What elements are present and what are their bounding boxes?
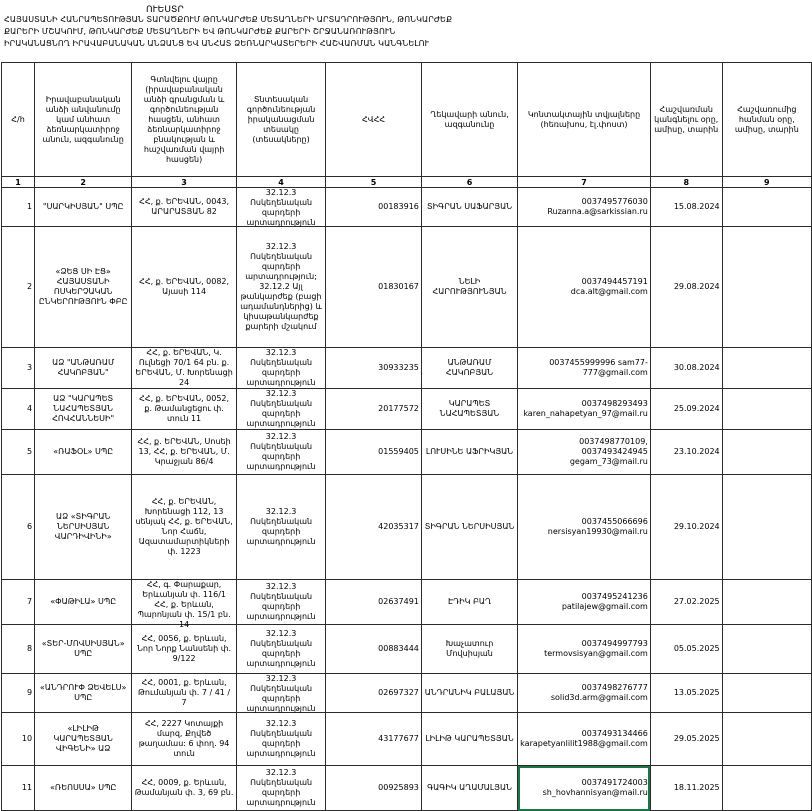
header-cell-tin[interactable]: ՀՎՀՀ [326,63,422,177]
cell-registration-date[interactable] [650,674,722,713]
table-row [2,580,812,625]
cell-tin[interactable] [326,625,422,674]
cell-address-text: ՀՀ, 0056, ք. Երևան, Նոր Նորք Նանսենի փ. 9/122 [137,634,232,663]
column-number-cell[interactable]: 4 [236,177,325,188]
table-row [2,713,812,766]
cell-activity[interactable] [236,389,325,430]
cell-entity-name[interactable] [35,348,132,389]
cell-row-number[interactable] [2,674,35,713]
cell-contact[interactable] [518,227,651,348]
header-cell-activity[interactable]: Տնտեսական գործունեության իրականացման տեսակը (տեսակները) [236,63,325,177]
column-number-row [2,177,812,188]
cell-row-number[interactable] [2,389,35,430]
cell-registration-date[interactable] [650,188,722,227]
cell-activity[interactable] [236,348,325,389]
cell-entity-name-text: "ՍԱՐԿԻՍՅԱՆ" ՍՊԸ [42,202,124,211]
cell-activity[interactable] [236,713,325,766]
header-cell-contact[interactable]: Կոնտակտային տվյալները (հեռախոս, էլ.փոստ) [518,63,651,177]
table-row [2,389,812,430]
cell-row-number-text: 10 [21,734,33,743]
cell-registration-date[interactable] [650,766,722,811]
cell-address[interactable] [132,625,237,674]
cell-head-name[interactable] [421,188,517,227]
column-number-cell[interactable]: 7 [518,177,651,188]
cell-tin[interactable] [326,389,422,430]
cell-tin-text: 00183916 [378,202,419,211]
cell-activity[interactable] [236,674,325,713]
column-number-cell[interactable]: 5 [326,177,422,188]
cell-tin-text: 20177572 [378,404,419,413]
cell-head-name-text: ԳԱԳԻԿ ԱՂԱՄԱԼՅԱՆ [427,783,512,792]
cell-registration-date-text: 15.08.2024 [673,202,720,211]
table-row [2,227,812,348]
column-number-cell[interactable]: 2 [35,177,132,188]
cell-activity-text: 32.12.3 Ոսկեղենական զարդերի արտադրություն [246,432,316,471]
title-line-2[interactable]: ՔԱՐԵՐԻ ՄՇԱԿՈՒՄ, ԹՈՆԿԱՐԺԵՔ ՄԵՏԱՂՆԵՐԻ ԵՎ ԹՈՆԿԱՐԺԵՔ ՔԱՐԵՐԻ ՇՐՋԱՆԱՌՈՒԹՅՈՒՆ [4,27,396,36]
cell-head-name[interactable] [421,713,517,766]
table-row [2,348,812,389]
cell-registration-date[interactable] [650,625,722,674]
cell-entity-name-text: «ՏԵՐ-ՄՈՎՍԻՍՅԱՆ» ՍՊԸ [41,639,125,658]
cell-tin[interactable] [326,227,422,348]
cell-row-number[interactable] [2,348,35,389]
cell-entity-name[interactable] [35,389,132,430]
cell-activity-text: 32.12.3 Ոսկեղենական զարդերի արտադրություն [246,768,316,807]
cell-address-text: ՀՀ, 0001, ք. Երևան, Թումանյան փ. 7 / 41 / 7 [138,678,231,707]
cell-contact-text: 0037494997793 termovsisyan@gmail.com [544,639,648,658]
cell-head-name-text: ԱՆԹԱՌԱՄ ՀԱԿՈԲՅԱՆ [445,358,494,377]
cell-registration-date[interactable] [650,227,722,348]
cell-registration-date-text: 18.11.2025 [673,783,720,792]
cell-head-name[interactable] [421,475,517,580]
cell-address-text: ՀՀ, ք. ԵՐԵՎԱՆ, Խորենացի 112, 13 սենյակ ՀՀ, ք. ԵՐԵՎԱՆ, Նոր Հաճն, Ազատամարտիկների փ. 1223 [135,497,233,556]
cell-tin-text: 42035317 [378,522,419,531]
cell-head-name-text: ՏԻԳՐԱՆ ՍԱՖԱՐՅԱՆ [427,202,513,211]
cell-head-name[interactable] [421,674,517,713]
cell-head-name-text: ՏԻԳՐԱՆ ՆԵՐՍԻՍՅԱՆ [424,522,515,531]
cell-activity-text: 32.12.3 Ոսկեղենական զարդերի արտադրություն [246,507,316,546]
column-number-cell[interactable]: 3 [132,177,237,188]
cell-tin[interactable] [326,713,422,766]
header-cell-address[interactable]: Գտնվելու վայրը (իրավաբանական անձի գրանցման և գործունեության հասցեն, անհատ ձեռնարկատիրոջ բնակության և հաշվառման վայրի հասցեն) [132,63,237,177]
cell-tin[interactable] [326,475,422,580]
cell-tin[interactable] [326,766,422,811]
cell-row-number-text: 7 [26,597,33,606]
cell-entity-name[interactable] [35,580,132,625]
cell-row-number[interactable] [2,227,35,348]
cell-address[interactable] [132,348,237,389]
cell-entity-name-text: «ՌԵՈՍՍԱ» ՍՊԸ [50,783,117,792]
cell-registration-date-text: 29.05.2025 [673,734,720,743]
cell-activity-text: 32.12.3 Ոսկեղենական զարդերի արտադրություն; 32.12.2 Այլ թանկարժեք (բացի ադամանդներից) և կիսաթանկարժեք քարերի մշակում [240,242,322,331]
cell-activity-text: 32.12.3 Ոսկեղենական զարդերի արտադրություն [246,674,316,713]
cell-registration-date-text: 29.10.2024 [673,522,720,531]
cell-entity-name-text: ԱՁ «ՏԻԳՐԱՆ ՆԵՐՍԻՍՅԱՆ ՎԱՐԴԻՎԻՆԻ» [54,512,112,541]
table-row [2,766,812,811]
title-area [0,0,812,62]
cell-contact[interactable] [518,188,651,227]
cell-head-name-text: ԼՈՒՍԻՆԵ ԱՖՐԻԿՅԱՆ [425,447,514,456]
cell-row-number[interactable] [2,580,35,625]
cell-deregistration-date[interactable] [722,580,811,625]
cell-contact-text: 0037455066696 nersisyan19930@mail.ru [547,517,648,536]
table-row [2,625,812,674]
cell-row-number-text: 3 [26,363,33,372]
cell-contact[interactable] [518,713,651,766]
cell-contact-text: 0037498276777 solid3d.arm@gmail.com [550,683,648,702]
cell-entity-name[interactable] [35,713,132,766]
sheet-title[interactable]: ՈՒԵՍՏՐ [146,5,184,15]
cell-contact-text: 0037495241236 patilajew@gmail.com [561,592,648,611]
cell-contact[interactable] [518,674,651,713]
cell-head-name[interactable] [421,227,517,348]
cell-contact-text: 0037491724003 sh_hovhannisyan@mail.ru [542,778,648,797]
cell-activity-text: 32.12.3 Ոսկեղենական զարդերի արտադրություն [246,348,316,387]
cell-row-number-text: 6 [26,522,33,531]
cell-contact[interactable] [518,580,651,625]
cell-address-text: ՀՀ, ք. ԵՐԵՎԱՆ, 0052, ք. Թամանցեցու փ. տուն 11 [139,394,230,423]
column-number-cell[interactable]: 6 [421,177,517,188]
cell-entity-name-text: «ՌԱՖՕԼ» ՍՊԸ [53,447,114,456]
cell-address-text: ՀՀ, ք. ԵՐԵՎԱՆ, Կ. Ուլնեցի 70/1 64 բն. ք. ԵՐԵՎԱՆ, Մ. Խորենացի 24 [135,348,233,387]
cell-entity-name-text: ԱՁ "ԱՆԹԱՌԱՄ ՀԱԿՈԲՅԱՆ" [52,358,115,377]
cell-registration-date-text: 05.05.2025 [673,644,720,653]
cell-deregistration-date[interactable] [722,227,811,348]
table-row [2,188,812,227]
cell-deregistration-date[interactable] [722,475,811,580]
cell-activity-text: 32.12.3 Ոսկեղենական զարդերի արտադրություն [246,582,316,621]
cell-row-number-text: 2 [26,282,33,291]
cell-entity-name-text: ԱՁ "ԿԱՐԱՊԵՏ ՆԱՀԱՊԵՏՅԱՆ ՀՈՎՀԱՆՆԵՍԻ" [52,394,115,423]
cell-address-text: ՀՀ, ք. ԵՐԵՎԱՆ, Սոսեի 13, ՀՀ, ք. ԵՐԵՎԱՆ, Մ. Կրաջյան 86/4 [137,437,231,466]
cell-entity-name[interactable] [35,475,132,580]
cell-contact[interactable] [518,430,651,475]
cell-contact-text: 0037495776030 Ruzanna.a@sarkissian.ru [547,197,648,216]
cell-tin-text: 00883444 [378,644,419,653]
cell-contact[interactable] [518,389,651,430]
cell-registration-date-text: 30.08.2024 [673,363,720,372]
cell-deregistration-date[interactable] [722,766,811,811]
cell-entity-name-text: «ԱՆԴՐՈՒՓ ՁԵՎԵԼՍ» ՍՊԸ [39,683,127,702]
cell-registration-date[interactable] [650,348,722,389]
cell-registration-date[interactable] [650,713,722,766]
cell-registration-date[interactable] [650,430,722,475]
cell-contact-text: 0037498293493 karen_nahapetyan_97@mail.ru [523,399,648,418]
cell-tin-text: 00925893 [378,783,419,792]
cell-activity[interactable] [236,430,325,475]
cell-row-number-text: 8 [26,644,33,653]
cell-activity-text: 32.12.3 Ոսկեղենական զարդերի արտադրություն [246,629,316,668]
cell-address[interactable] [132,766,237,811]
cell-entity-name[interactable] [35,766,132,811]
cell-row-number[interactable] [2,430,35,475]
cell-entity-name-text: «ԼԻԼԻԹ ԿԱՐԱՊԵՏՅԱՆ ՎԻԳԵՆԻ» ԱՁ [53,724,113,753]
cell-head-name[interactable] [421,389,517,430]
cell-address[interactable] [132,227,237,348]
cell-address-text: ՀՀ, ք. ԵՐԵՎԱՆ, 0043, ԱՐԱՐԱՏՅԱՆ 82 [139,197,230,216]
cell-tin-text: 01559405 [378,447,419,456]
cell-row-number-text: 9 [26,688,33,697]
header-cell-dereg-date[interactable]: Հաշվառումից հանման օրը, ամիսը, տարին [722,63,811,177]
cell-tin-text: 43177677 [378,734,419,743]
cell-activity-text: 32.12.3 Ոսկեղենական զարդերի արտադրություն [246,719,316,758]
cell-deregistration-date[interactable] [722,430,811,475]
cell-row-number[interactable] [2,475,35,580]
cell-address-text: ՀՀ, ք. ԵՐԵՎԱՆ, 0082, Այասի 114 [139,277,230,296]
cell-activity[interactable] [236,766,325,811]
cell-address[interactable] [132,674,237,713]
cell-tin[interactable] [326,580,422,625]
cell-activity[interactable] [236,188,325,227]
cell-tin-text: 30933235 [378,363,419,372]
cell-head-name[interactable] [421,430,517,475]
column-number-cell[interactable]: 9 [722,177,811,188]
cell-address[interactable] [132,188,237,227]
header-cell-reg-date[interactable]: Հաշվառման կանգնելու օրը, ամիսը, տարին [650,63,722,177]
header-cell-name[interactable]: Իրավաբանական անձի անվանումը կամ անհատ ձեռնարկատիրոջ անուն, ազգանունը [35,63,132,177]
cell-tin[interactable] [326,348,422,389]
table-row [2,475,812,580]
cell-address-text: ՀՀ, գ. Փարաքար, Երևանյան փ. 116/1 ՀՀ, ք. Երևան, Պարոնյան փ. 15/1 բն. 14 [137,580,231,629]
cell-contact[interactable] [518,625,651,674]
cell-head-name[interactable] [421,625,517,674]
cell-head-name-text: ԷԴԻԿ ԲԱՂ [447,597,492,606]
cell-head-name[interactable] [421,348,517,389]
cell-registration-date-text: 13.05.2025 [673,688,720,697]
cell-tin[interactable] [326,188,422,227]
cell-head-name-text: ՆԵԼԻ ՀԱՐՈՒԹՅՈՒՆՅԱՆ [432,277,507,296]
header-cell-no[interactable]: Հ/հ [2,63,35,177]
cell-entity-name[interactable] [35,430,132,475]
column-number-cell[interactable]: 1 [2,177,35,188]
cell-head-name-text: ԼԻԼԻԹ ԿԱՐԱՊԵՏՅԱՆ [425,734,514,743]
cell-registration-date-text: 25.09.2024 [673,404,720,413]
cell-head-name-text: ԿԱՐԱՊԵՏ ՆԱՀԱՊԵՏՅԱՆ [439,399,500,418]
cell-row-number-text: 1 [26,202,33,211]
cell-head-name[interactable] [421,580,517,625]
table-row [2,430,812,475]
cell-activity-text: 32.12.3 Ոսկեղենական զարդերի արտադրություն [246,188,316,227]
cell-tin-text: 02637491 [378,597,419,606]
cell-activity[interactable] [236,625,325,674]
cell-registration-date[interactable] [650,580,722,625]
cell-entity-name[interactable] [35,625,132,674]
header-cell-head[interactable]: Ղեկավարի անուն, ազգանունը [421,63,517,177]
cell-entity-name[interactable] [35,227,132,348]
cell-row-number-text: 4 [26,404,33,413]
cell-deregistration-date[interactable] [722,348,811,389]
title-line-3[interactable]: ԻՐԱԿԱՆԱՑՆՈՂ ԻՐԱՎԱԲԱՆԱԿԱՆ ԱՆՁԱՆՑ ԵՎ ԱՆՀԱՏ ՁԵՌՆԱՐԿԱՏԵՐԵՐԻ ՀԱՇՎԱՌՄԱՆ ԿԱՆԳՆԵԼՈՒ [4,39,430,48]
table-row [2,674,812,713]
cell-registration-date-text: 23.10.2024 [673,447,720,456]
cell-address[interactable] [132,389,237,430]
cell-row-number[interactable] [2,188,35,227]
register-table [1,62,812,811]
cell-deregistration-date[interactable] [722,713,811,766]
cell-address[interactable] [132,430,237,475]
cell-head-name-text: ԱՆԴՐԱՆԻԿ ԲԱԼԱՅԱՆ [424,688,515,697]
cell-address[interactable] [132,580,237,629]
cell-deregistration-date[interactable] [722,674,811,713]
cell-contact-text: 0037455999996 sam77-777@gmail.com [549,358,648,377]
cell-deregistration-date[interactable] [722,625,811,674]
cell-row-number-text: 5 [26,447,33,456]
cell-deregistration-date[interactable] [722,389,811,430]
cell-registration-date-text: 27.02.2025 [673,597,720,606]
cell-entity-name-text: «ՓԱԹԻԼԱ» ՍՊԸ [50,597,117,606]
cell-tin[interactable] [326,674,422,713]
cell-entity-name[interactable] [35,188,132,227]
cell-row-number[interactable] [2,625,35,674]
cell-activity[interactable] [236,475,325,580]
cell-activity[interactable] [236,227,325,348]
header-row [2,63,812,177]
cell-entity-name[interactable] [35,674,132,713]
cell-address[interactable] [132,713,237,766]
cell-address-text: ՀՀ, 0009, ք. Երևան, Թամանյան փ. 3, 69 բն. [134,778,234,797]
cell-registration-date[interactable] [650,389,722,430]
cell-contact-text: 0037493134466 karapetyanlilit1988@gmail.com [520,729,648,748]
cell-head-name[interactable] [421,766,517,811]
cell-contact[interactable] [518,348,651,389]
cell-tin-text: 02697327 [378,688,419,697]
cell-address[interactable] [132,475,237,580]
cell-activity-text: 32.12.3 Ոսկեղենական զարդերի արտադրություն [246,389,316,428]
cell-contact[interactable] [518,475,651,580]
cell-row-number[interactable] [2,766,35,811]
cell-contact[interactable] [518,766,651,811]
cell-contact-text: 0037498770109, 0037493424945 gegam_73@mail.ru [569,437,648,466]
cell-registration-date-text: 29.08.2024 [673,282,720,291]
cell-registration-date[interactable] [650,475,722,580]
cell-row-number[interactable] [2,713,35,766]
cell-head-name-text: Խաչատուր Մովսիսյան [445,639,494,658]
cell-tin-text: 01830167 [378,282,419,291]
cell-deregistration-date[interactable] [722,188,811,227]
cell-entity-name-text: «ՁԵՑ ՍԻ ԷՑ» ՀԱՅԱՍՏԱՆԻ ՈՍԿԵՐՉԱԿԱՆ ԸՆԿԵՐՈՒԹՅՈՒՆ ՓԲԸ [38,267,128,306]
cell-activity[interactable] [236,580,325,625]
cell-tin[interactable] [326,430,422,475]
cell-contact-text: 0037494457191 dca.alt@gmail.com [570,277,648,296]
cell-row-number-text: 11 [21,783,33,792]
column-number-cell[interactable]: 8 [650,177,722,188]
cell-address-text: ՀՀ, 2227 Կոտայքի մարզ, Քղվեծ թաղամաս: 6 փող. 94 տուն [138,719,230,758]
title-line-1[interactable]: ՀԱՅԱՍՏԱՆԻ ՀԱՆՐԱՊԵՏՈՒԹՅԱՆ ՏԱՐԱԾՔՈՒՄ ԹՈՆԿԱՐԺԵՔ ՄԵՏԱՂՆԵՐԻ ԱՐՏԱԴՐՈՒԹՅՈՒՆ, ԹՈՆԿԱՐԺԵՔ [4,15,453,24]
